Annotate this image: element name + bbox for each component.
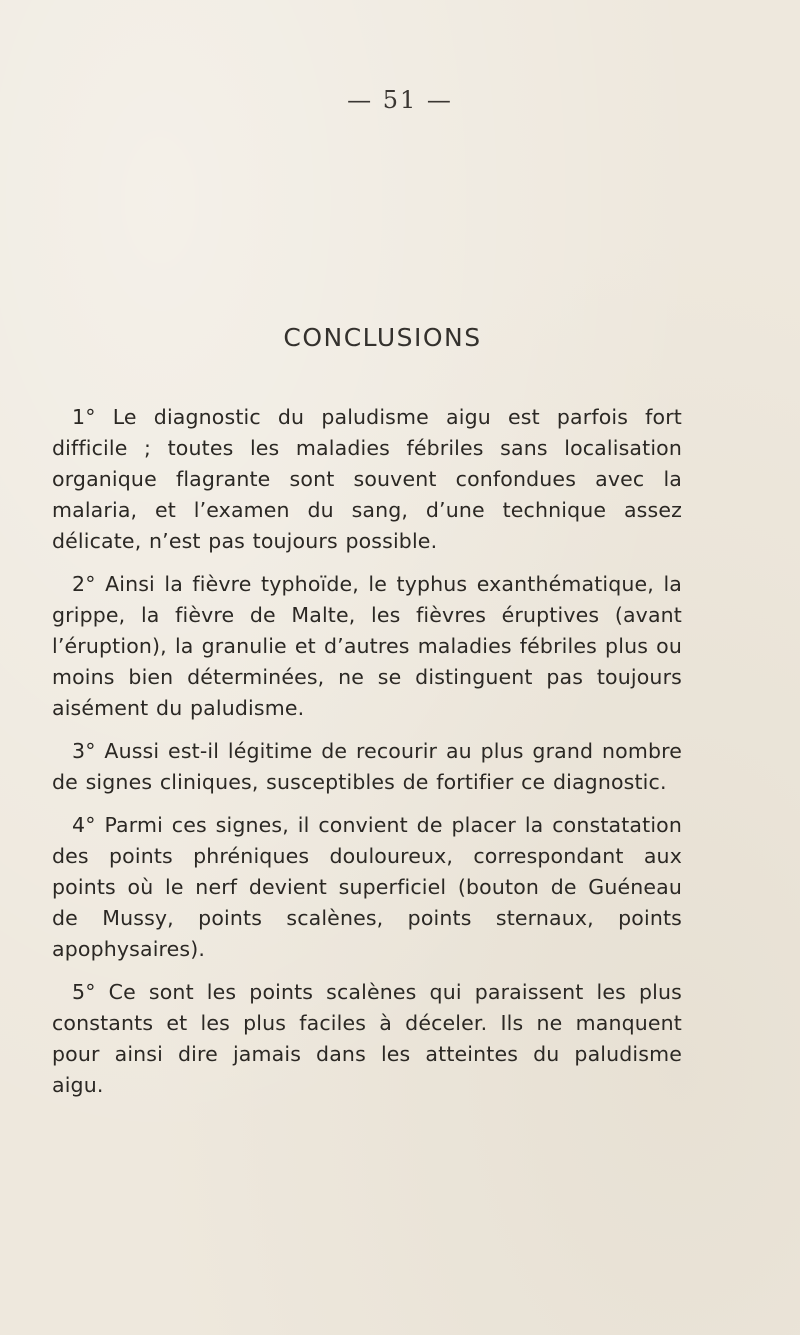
conclusion-paragraph-5: 5° Ce sont les points scalènes qui paraissent les plus constants et les plus faciles à déceler. Ils ne manquent pour ainsi dire jamais dans les atteintes du paludisme aigu. — [52, 980, 682, 1097]
section-heading: CONCLUSIONS — [283, 323, 482, 352]
conclusion-paragraph-3: 3° Aussi est-il légitime de recourir au plus grand nombre de signes cliniques, susceptibles de fortifier ce diagnostic. — [52, 739, 682, 794]
conclusion-paragraph-4: 4° Parmi ces signes, il convient de placer la constatation des points phréniques douloureux, correspondant aux points où le nerf devient superficiel (bouton de Guéneau de Mussy, points scalènes, points sternaux, points apophysaires). — [52, 813, 682, 961]
page-number: — 51 — — [347, 86, 453, 114]
conclusion-paragraph-2: 2° Ainsi la fièvre typhoïde, le typhus exanthématique, la grippe, la fièvre de Malte, les fièvres éruptives (avant l’éruption), la granulie et d’autres maladies fébriles plus ou moins bien déterminées, ne se distinguent pas toujours aisément du paludisme. — [52, 572, 682, 720]
conclusion-paragraph-1: 1° Le diagnostic du paludisme aigu est parfois fort difficile ; toutes les maladies fébriles sans localisation organique flagrante sont souvent confondues avec la malaria, et l’examen du sang, d’une technique assez délicate, n’est pas toujours possible. — [52, 405, 682, 553]
conclusions-body — [52, 402, 682, 1101]
